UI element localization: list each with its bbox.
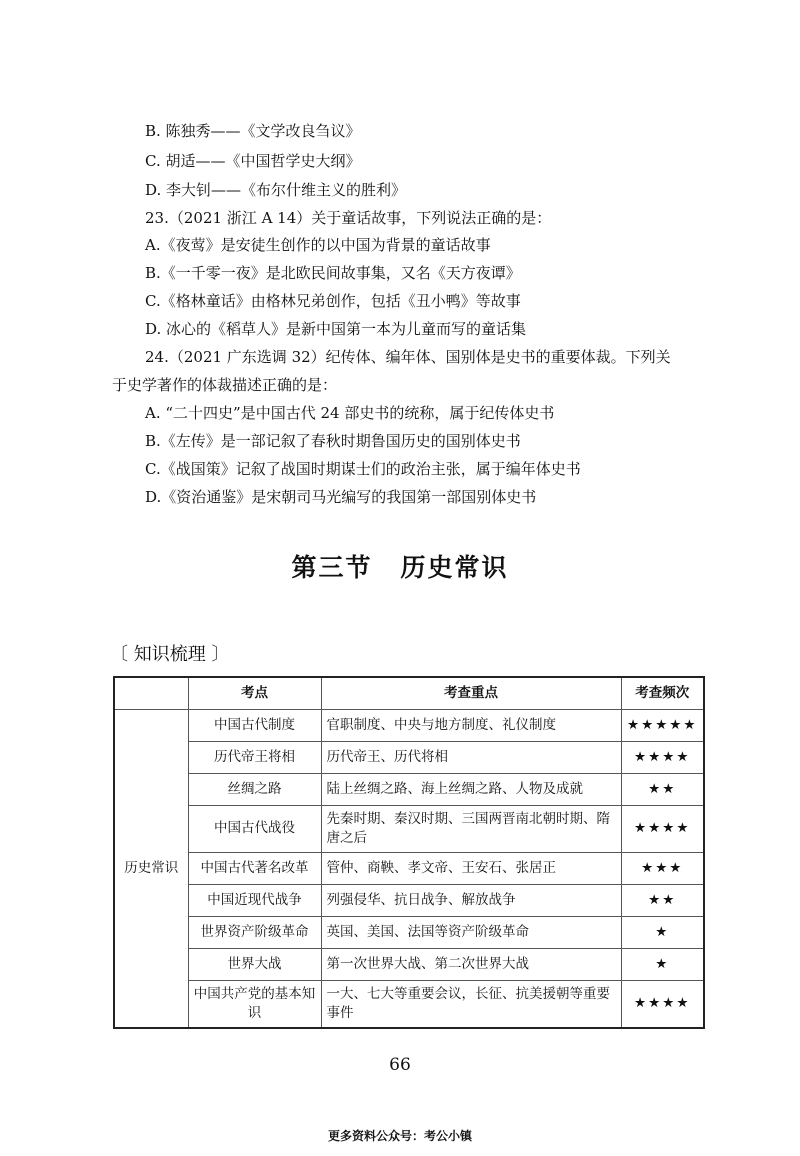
frequency-stars: ★★★ bbox=[621, 852, 704, 884]
table-row bbox=[114, 916, 704, 948]
point-cell: 世界资产阶级革命 bbox=[188, 916, 321, 948]
option-line: C.《格林童话》由格林兄弟创作，包括《丑小鸭》等故事 bbox=[145, 292, 521, 310]
point-cell: 丝绸之路 bbox=[188, 773, 321, 805]
knowledge-heading: 〔 知识梳理 〕 bbox=[110, 644, 230, 665]
table-header-row bbox=[114, 677, 704, 709]
table-row bbox=[114, 852, 704, 884]
option-line: D. 李大钊——《布尔什维主义的胜利》 bbox=[145, 181, 407, 199]
point-cell: 中国古代著名改革 bbox=[188, 852, 321, 884]
option-line: B.《一千零一夜》是北欧民间故事集，又名《天方夜谭》 bbox=[145, 264, 521, 282]
knowledge-table bbox=[113, 676, 705, 1029]
focus-cell: 列强侵华、抗日战争、解放战争 bbox=[321, 884, 621, 916]
question-stem: 24.（2021 广东选调 32）纪传体、编年体、国别体是史书的重要体裁。下列关 bbox=[145, 348, 671, 366]
option-line: D. 冰心的《稻草人》是新中国第一本为儿童而写的童话集 bbox=[145, 320, 527, 338]
frequency-stars: ★★★★ bbox=[621, 980, 704, 1028]
point-cell: 世界大战 bbox=[188, 948, 321, 980]
option-line: B.《左传》是一部记叙了春秋时期鲁国历史的国别体史书 bbox=[145, 432, 521, 450]
table-row bbox=[114, 884, 704, 916]
frequency-stars: ★ bbox=[621, 948, 704, 980]
question-stem-continued: 于史学著作的体裁描述正确的是： bbox=[112, 376, 338, 394]
page-number: 66 bbox=[389, 1055, 411, 1075]
focus-cell: 一大、七大等重要会议，长征、抗美援朝等重要事件 bbox=[321, 980, 621, 1028]
header-frequency: 考查频次 bbox=[621, 677, 704, 709]
frequency-stars: ★★★★ bbox=[621, 805, 704, 852]
table-row bbox=[114, 948, 704, 980]
option-line: C.《战国策》记叙了战国时期谋士们的政治主张，属于编年体史书 bbox=[145, 460, 581, 478]
section-title bbox=[0, 548, 800, 584]
table-row bbox=[114, 709, 704, 741]
focus-cell: 官职制度、中央与地方制度、礼仪制度 bbox=[321, 709, 621, 741]
section-number: 第三节 bbox=[291, 553, 373, 582]
header-empty bbox=[114, 677, 188, 709]
frequency-stars: ★ bbox=[621, 916, 704, 948]
focus-cell: 历代帝王、历代将相 bbox=[321, 741, 621, 773]
point-cell: 中国古代制度 bbox=[188, 709, 321, 741]
frequency-stars: ★★★★★ bbox=[621, 709, 704, 741]
header-focus: 考查重点 bbox=[321, 677, 621, 709]
table-row bbox=[114, 805, 704, 852]
focus-cell: 第一次世界大战、第二次世界大战 bbox=[321, 948, 621, 980]
frequency-stars: ★★ bbox=[621, 773, 704, 805]
point-cell: 中国共产党的基本知识 bbox=[188, 980, 321, 1028]
point-cell: 中国古代战役 bbox=[188, 805, 321, 852]
focus-cell: 英国、美国、法国等资产阶级革命 bbox=[321, 916, 621, 948]
option-line: D.《资治通鉴》是宋朝司马光编写的我国第一部国别体史书 bbox=[145, 488, 537, 506]
point-cell: 中国近现代战争 bbox=[188, 884, 321, 916]
category-cell: 历史常识 bbox=[114, 709, 188, 1028]
header-point: 考点 bbox=[188, 677, 321, 709]
frequency-stars: ★★★★ bbox=[621, 741, 704, 773]
option-line: A. “二十四史”是中国古代 24 部史书的统称，属于纪传体史书 bbox=[145, 404, 555, 422]
option-line: B. 陈独秀——《文学改良刍议》 bbox=[145, 122, 361, 140]
frequency-stars: ★★ bbox=[621, 884, 704, 916]
table-row bbox=[114, 773, 704, 805]
table-row bbox=[114, 980, 704, 1028]
focus-cell: 管仲、商鞅、孝文帝、王安石、张居正 bbox=[321, 852, 621, 884]
focus-cell: 陆上丝绸之路、海上丝绸之路、人物及成就 bbox=[321, 773, 621, 805]
focus-cell: 先秦时期、秦汉时期、三国两晋南北朝时期、隋唐之后 bbox=[321, 805, 621, 852]
footer-note: 更多资料公众号：考公小镇 bbox=[327, 1129, 472, 1143]
section-name: 历史常识 bbox=[400, 553, 509, 582]
question-stem: 23.（2021 浙江 A 14）关于童话故事，下列说法正确的是： bbox=[145, 209, 552, 227]
option-line: A.《夜莺》是安徒生创作的以中国为背景的童话故事 bbox=[145, 236, 491, 254]
option-line: C. 胡适——《中国哲学史大纲》 bbox=[145, 152, 361, 170]
table-row bbox=[114, 741, 704, 773]
point-cell: 历代帝王将相 bbox=[188, 741, 321, 773]
